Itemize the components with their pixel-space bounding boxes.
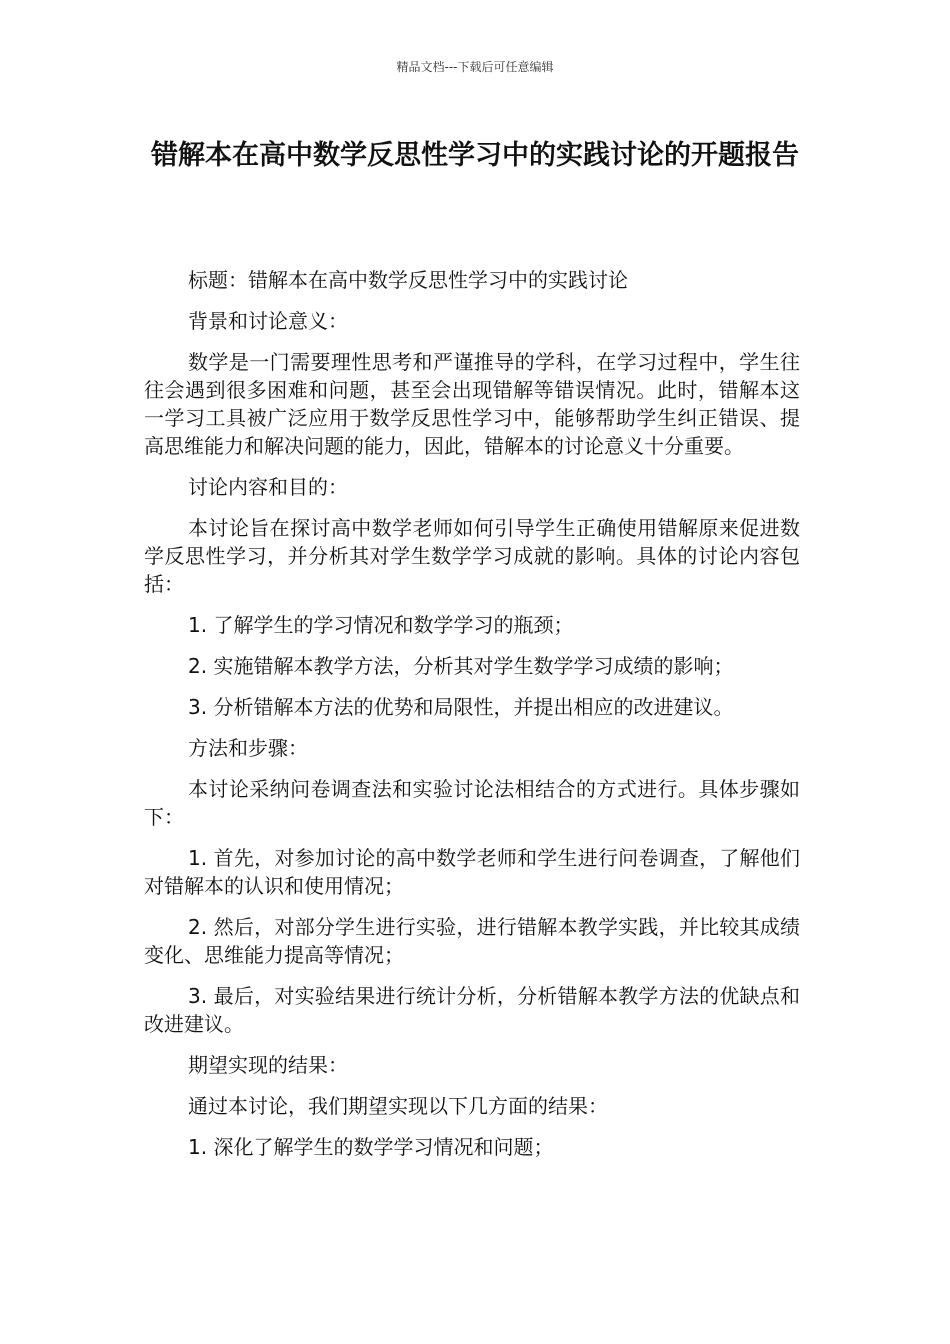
header-note: 精品文档---下载后可任意编辑: [396, 60, 554, 74]
list-item: 3. 最后，对实验结果进行统计分析，分析错解本教学方法的优缺点和改进建议。: [144, 984, 800, 1036]
heading-background: 背景和讨论意义：: [188, 309, 348, 333]
list-item: 1. 了解学生的学习情况和数学学习的瓶颈；: [188, 613, 574, 637]
list-item: 3. 分析错解本方法的优势和局限性，并提出相应的改进建议。: [188, 695, 734, 719]
list-item: 2. 实施错解本教学方法，分析其对学生数学学习成绩的影响；: [188, 654, 734, 678]
document-body: [144, 266, 800, 1174]
list-item: 2. 然后，对部分学生进行实验，进行错解本教学实践，并比较其成绩变化、思维能力提高等情况；: [144, 915, 800, 967]
heading-methods: 方法和步骤：: [188, 736, 308, 760]
heading-expected-results: 期望实现的结果：: [188, 1053, 348, 1077]
document-title: 错解本在高中数学反思性学习中的实践讨论的开题报告: [151, 140, 799, 171]
paragraph-background: 数学是一门需要理性思考和严谨推导的学科，在学习过程中，学生往往会遇到很多困难和问题，甚至会出现错解等错误情况。此时，错解本这一学习工具被广泛应用于数学反思性学习中，能够帮助学生纠正错误、提高思维能力和解决问题的能力，因此，错解本的讨论意义十分重要。: [144, 350, 800, 458]
paragraph-expected-results: 通过本讨论，我们期望实现以下几方面的结果：: [188, 1094, 608, 1118]
list-item: 1. 首先，对参加讨论的高中数学老师和学生进行问卷调查，了解他们对错解本的认识和使用情况；: [144, 846, 800, 898]
heading-content-purpose: 讨论内容和目的：: [188, 475, 348, 499]
paragraph-content-purpose: 本讨论旨在探讨高中数学老师如何引导学生正确使用错解原来促进数学反思性学习，并分析其对学生数学学习成就的影响。具体的讨论内容包括：: [144, 516, 800, 596]
paragraph-title-line: 标题：错解本在高中数学反思性学习中的实践讨论: [188, 268, 628, 292]
list-item: 1. 深化了解学生的数学学习情况和问题；: [188, 1135, 554, 1159]
paragraph-methods: 本讨论采纳问卷调查法和实验讨论法相结合的方式进行。具体步骤如下：: [144, 777, 800, 829]
